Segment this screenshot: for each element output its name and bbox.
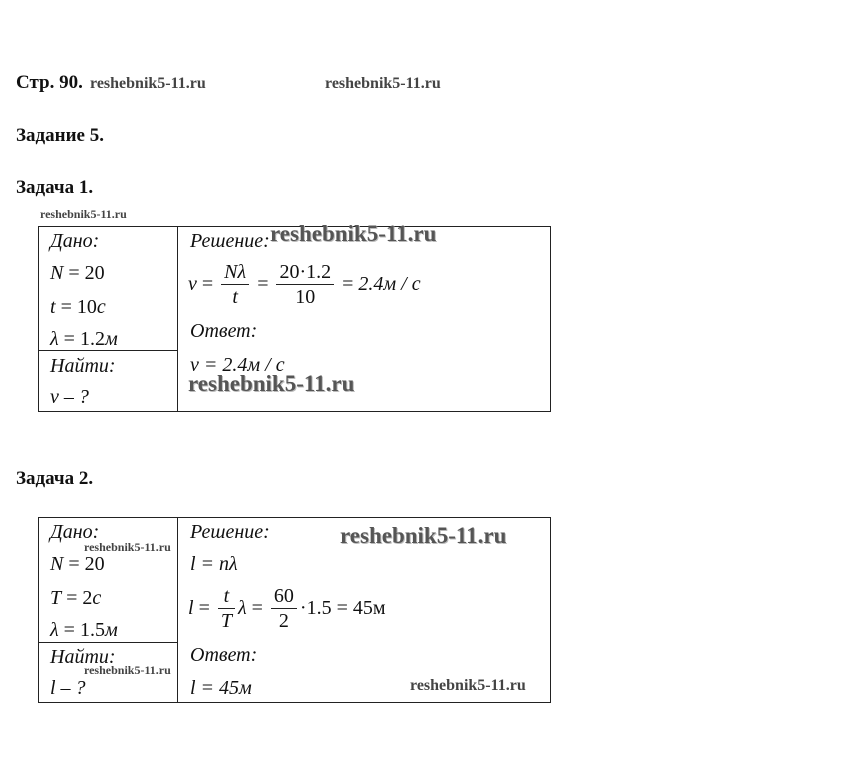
solution-label: Решение: (190, 521, 270, 543)
task-heading: Задание 5. (16, 125, 104, 146)
formula-line-1: l = nλ (190, 553, 238, 575)
find-label: Найти: (50, 646, 116, 668)
given-label: Дано: (50, 230, 100, 252)
page-label: Стр. 90. (16, 72, 83, 93)
watermark: reshebnik5-11.ru (90, 75, 206, 92)
given-row: t = 10с (50, 296, 106, 318)
solution-formula: l = $\frac{t}{T}$ λ = $\frac{60}{2}$ ·1.5 = 45м (188, 585, 386, 632)
answer-value: v = 2.4м / с (190, 354, 285, 376)
watermark: reshebnik5-11.ru (270, 221, 437, 246)
watermark: reshebnik5-11.ru (340, 523, 507, 548)
given-row: N = 20 (50, 262, 105, 284)
watermark: reshebnik5-11.ru (40, 207, 127, 221)
watermark: reshebnik5-11.ru (188, 371, 355, 396)
problem-2-title: Задача 2. (16, 468, 94, 489)
watermark: reshebnik5-11.ru (325, 75, 441, 92)
given-row: λ = 1.5м (50, 619, 118, 641)
given-row: N = 20 (50, 553, 105, 575)
watermark: reshebnik5-11.ru (84, 663, 171, 677)
given-label: Дано: (50, 521, 100, 543)
solution-label: Решение: (190, 230, 270, 252)
table-divider (177, 517, 178, 702)
given-row: λ = 1.2м (50, 328, 118, 350)
problem-1-title: Задача 1. (16, 177, 94, 198)
table-divider (177, 226, 178, 411)
watermark: reshebnik5-11.ru (84, 540, 171, 554)
watermark: reshebnik5-11.ru (410, 677, 526, 694)
find-value: l – ? (50, 677, 86, 699)
table-divider (38, 642, 178, 643)
answer-label: Ответ: (190, 644, 258, 666)
answer-label: Ответ: (190, 320, 258, 342)
given-row: T = 2с (50, 587, 102, 609)
find-label: Найти: (50, 355, 116, 377)
answer-value: l = 45м (190, 677, 252, 699)
solution-formula: v = $\frac{N\lambda}{t}$ = $\frac{20\cdot 1.2}{10}$ = 2.4м / с (188, 261, 421, 308)
find-value: v – ? (50, 386, 89, 408)
